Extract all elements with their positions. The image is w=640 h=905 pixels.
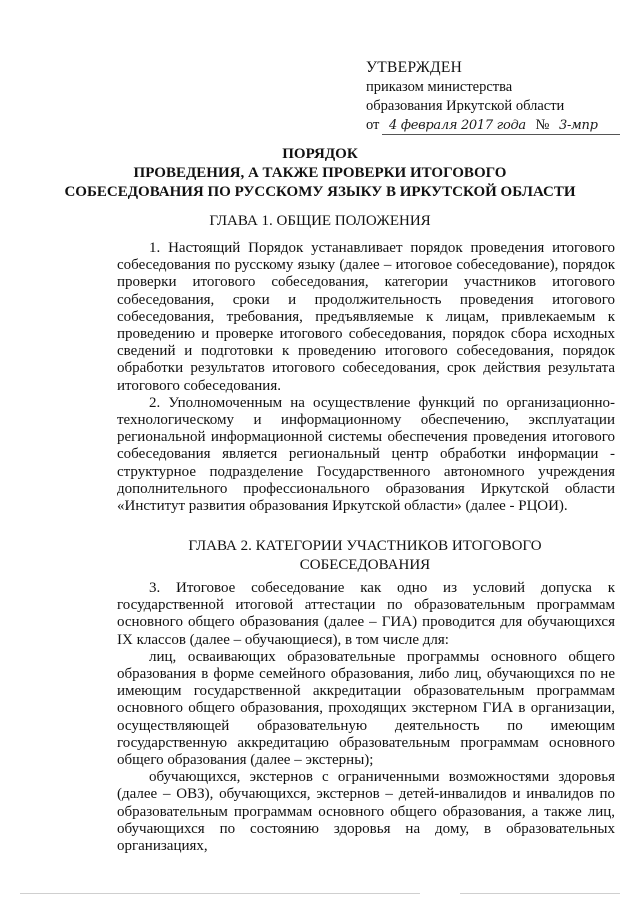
paragraph: лиц, осваивающих образовательные программы основного общего образования в форме семейного образования, либо лиц, обучающихся по не имеющим государственной аккредитации образовательным программам основного общего образования, проходящих экстерном ГИА в организации, осуществляющей образовательную деятельность по имеющим государственную аккредитацию образовательным программам основного общего образования (далее – экстерны); — [117, 648, 615, 769]
approval-block — [366, 58, 628, 138]
signature-underline — [382, 134, 620, 135]
paragraph: 3. Итоговое собеседование как одно из условий допуска к государственной итоговой аттестации по образовательным программам основного общего образования (далее – ГИА) проводится для обучающихся IX классов (далее – обучающиеся), в том числе для: — [117, 580, 615, 648]
approval-heading: УТВЕРЖДЕН — [366, 59, 463, 76]
chapter-1-heading: ГЛАВА 1. ОБЩИЕ ПОЛОЖЕНИЯ — [209, 213, 431, 229]
title-line-2: ПРОВЕДЕНИЯ, А ТАКЖЕ ПРОВЕРКИ ИТОГОВОГО — [133, 165, 507, 181]
title-line-1: ПОРЯДОК — [282, 146, 358, 162]
approval-line-2: образования Иркутской области — [366, 98, 565, 114]
chapter-1-body — [117, 240, 615, 515]
chapter-2-body — [117, 580, 615, 855]
footer-rule — [460, 893, 620, 894]
document-title — [0, 145, 640, 202]
handwritten-number: 3-мпр — [558, 118, 598, 133]
title-line-3: СОБЕСЕДОВАНИЯ ПО РУССКОМУ ЯЗЫКУ В ИРКУТСКОЙ ОБЛАСТИ — [64, 184, 576, 200]
paragraph: обучающихся, экстернов с ограниченными возможностями здоровья (далее – ОВЗ), обучающихся, экстернов – детей-инвалидов и инвалидов по образовательным программам основного общего образования, а также лиц, обучающихся по состоянию здоровья на дому, в образовательных организациях, — [117, 769, 615, 855]
paragraph: 2. Уполномоченным на осуществление функций по организационно-технологическому и информационному обеспечению, эксплуатации региональной информационной системы обеспечения проведения итогового собеседования является региональный центр обработки информации - структурное подразделение Государственного автономного учреждения дополнительного профессионального образования Иркутской области «Институт развития образования Иркутской области» (далее - РЦОИ). — [117, 394, 615, 515]
number-label: № — [535, 117, 550, 133]
paragraph: 1. Настоящий Порядок устанавливает порядок проведения итогового собеседования по русскому языку (далее – итоговое собеседование), порядок проверки итогового собеседования, категории участников итогового собеседования, сроки и продолжительность проведения итогового собеседования, требования, предъявляемые к лицам, привлекаемым к проведению и проверке итогового собеседования, порядок сбора исходных сведений и подготовки к проведению итогового собеседования, порядок обработки результатов итогового собеседования, срок действия результата итогового собеседования. — [117, 240, 615, 394]
approval-line-1: приказом министерства — [366, 79, 513, 95]
approval-date-line — [366, 116, 628, 138]
from-label: от — [366, 117, 380, 133]
footer-rule — [20, 893, 420, 894]
handwritten-date: 4 февраля 2017 года — [389, 118, 526, 133]
chapter-2-heading: ГЛАВА 2. КАТЕГОРИИ УЧАСТНИКОВ ИТОГОВОГО СОБЕСЕДОВАНИЯ — [188, 538, 542, 573]
